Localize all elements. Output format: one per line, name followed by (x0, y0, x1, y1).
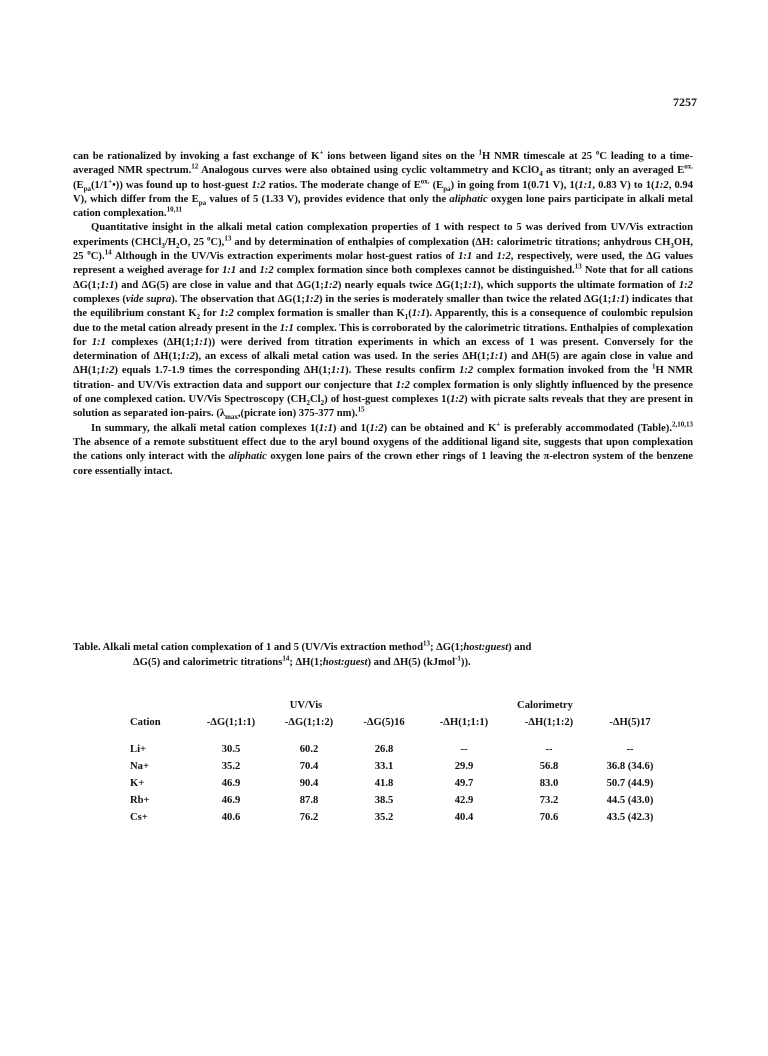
col-header-dh-1-1-1: -ΔH(1;1:1) (439, 717, 489, 728)
value-cell: -- (460, 744, 468, 755)
value-cell: 40.4 (454, 812, 474, 823)
table-row (130, 758, 670, 775)
paragraph-2: Quantitative insight in the alkali metal cation complexation properties of 1 with respect to 5 was derived from UV/Vis extraction experiments ($CHCl_3/H_2O$, 25 $^o$C),$^{13}$ and by determination of enthalpies of complexation (ΔH: calorimetric titrations; anhydrous $CH_3OH$, 25 $^o$C).$^{14}$ Although in the UV/Vis extraction experiments molar host-guest ratios of 1:1 and 1:2, respectively, were used, the ΔG values represent a weighed average for 1:1 and 1:2 complex formation since both complexes cannot be distinguished.$^{13}$ Note that for all cations ΔG(1;1:1) and ΔG(5) are close in value and that ΔG(1;1:2) nearly equals twice ΔG(1;1:1), which supports the ultimate formation of 1:2 complexes (vide supra). The observation that ΔG(1;1:2) in the series is moderately smaller than twice the related ΔG(1;1:1) indicates that the equilibrium constant $K_2$ for 1:2 complex formation is smaller than $K_1(1:1)$. Apparently, this is a consequence of coulombic repulsion due to the metal cation already present in the 1:1 complex. This is corroborated by the calorimetric titrations. Enthalpies of complexation for 1:1 complexes (ΔH(1;1:1)) were derived from titration experiments in which an excess of 1 was present. Conversely for the determination of ΔH(1;1:2), an excess of alkali metal cation was used. In the series ΔH(1;1:1) and ΔH(5) are again close in value and ΔH(1;1:2) equals 1.7-1.9 times the corresponding ΔH(1;1:1). These results confirm 1:2 complex formation invoked from the $^1$H NMR titration- and UV/Vis extraction data and support our conjecture that 1:2 complex formation is only slightly influenced by the presence of one complexed cation. UV/Vis Spectroscopy $(CH_2Cl_2)$ of host-guest complexes 1(1:2) with picrate salts reveals that they are present in solution as separated ion-pairs. ($\lambda_{max},(picrate$ ion) 375-377 nm).$^{15}$ (73, 222, 694, 422)
cation-cell: Li+ (130, 744, 147, 755)
value-cell: 38.5 (374, 795, 394, 806)
page-number: 7257 (673, 95, 697, 109)
value-cell: 83.0 (539, 778, 559, 789)
value-cell: 70.6 (539, 812, 559, 823)
uvvis-group-header: UV/Vis (289, 700, 323, 711)
col-header-cation: Cation (130, 717, 161, 728)
cation-cell: K+ (130, 778, 145, 789)
table-row (130, 741, 670, 758)
value-cell: 70.4 (299, 761, 319, 772)
value-cell: -- (626, 744, 634, 755)
calorimetry-group-header: Calorimetry (517, 700, 573, 711)
value-cell: 26.8 (374, 744, 394, 755)
value-cell: 46.9 (221, 795, 241, 806)
value-cell: 35.2 (221, 761, 241, 772)
value-cell: 56.8 (539, 761, 559, 772)
complexation-table (130, 697, 670, 826)
paragraph-1: can be rationalized by invoking a fast exchange of K+ ions between ligand sites on the $^1$H NMR timescale at 25 $^o$C leading to a time-averaged NMR spectrum.$^{12}$ Analogous curves were also obtained using cyclic voltammetry and KClO$_4$ as titrant; only an averaged $E^{ox.}$ $(E_{pa}(1/1^+•))$ was found up to host-guest 1:2 ratios. The moderate change of $E^{ox.}$ $(E_{pa})$ in going from 1(0.71 V), 1(1:1, 0.83 V) to 1(1:2, 0.94 V), which differ from the $E_{pa}$ values of 5 (1.33 V), provides evidence that only the aliphatic oxygen lone pairs participate in alkali metal cation complexation.$^{10,11}$ (73, 148, 694, 220)
cation-cell: Cs+ (130, 812, 148, 823)
table-row (130, 775, 670, 792)
value-cell: 49.7 (454, 778, 474, 789)
value-cell: 43.5 (42.3) (606, 812, 654, 823)
value-cell: 40.6 (221, 812, 241, 823)
value-cell: 90.4 (299, 778, 319, 789)
value-cell: 76.2 (299, 812, 319, 823)
table-caption: Table. Alkali metal cation complexation of 1 and 5 (UV/Vis extraction method$^{13}$; ΔG(1;host:guest) and ΔG(5) and calorimetric titrations$^{14}$; ΔH(1;host:guest) and ΔH(5) (kJmol$^{-1}$)). (73, 639, 532, 668)
value-cell: 41.8 (374, 778, 394, 789)
col-header-dg-1-1-2: -ΔG(1;1:2) (284, 717, 334, 728)
value-cell: 87.8 (299, 795, 319, 806)
cation-cell: Rb+ (130, 795, 150, 806)
value-cell: 60.2 (299, 744, 319, 755)
value-cell: 42.9 (454, 795, 474, 806)
value-cell: 44.5 (43.0) (606, 795, 654, 806)
col-header-dh-5: -ΔH(5)17 (609, 717, 651, 728)
table-row (130, 809, 670, 826)
col-header-dg-5: -ΔG(5)16 (363, 717, 405, 728)
value-cell: 35.2 (374, 812, 394, 823)
table-group-header-row (130, 697, 670, 714)
value-cell: 46.9 (221, 778, 241, 789)
table-row (130, 792, 670, 809)
body-text (73, 150, 693, 479)
value-cell: -- (545, 744, 553, 755)
value-cell: 36.8 (34.6) (606, 761, 654, 772)
value-cell: 50.7 (44.9) (606, 778, 654, 789)
paragraph-3: In summary, the alkali metal cation complexes 1(1:1) and 1(1:2) can be obtained and K+ is preferably accommodated (Table).$^{2,10,13}$ The absence of a remote substituent effect due to the aryl bound oxygens of the additional ligand site, suggests that upon complexation the cations only interact with the aliphatic oxygen lone pairs of the crown ether rings of 1 leaving the π-electron system of the benzene core essentially intact. (73, 420, 693, 477)
col-header-dh-1-1-2: -ΔH(1;1:2) (524, 717, 574, 728)
col-header-dg-1-1-1: -ΔG(1;1:1) (206, 717, 256, 728)
value-cell: 29.9 (454, 761, 474, 772)
value-cell: 33.1 (374, 761, 394, 772)
cation-cell: Na+ (130, 761, 149, 772)
value-cell: 73.2 (539, 795, 559, 806)
value-cell: 30.5 (221, 744, 241, 755)
table-header-row (130, 714, 670, 731)
